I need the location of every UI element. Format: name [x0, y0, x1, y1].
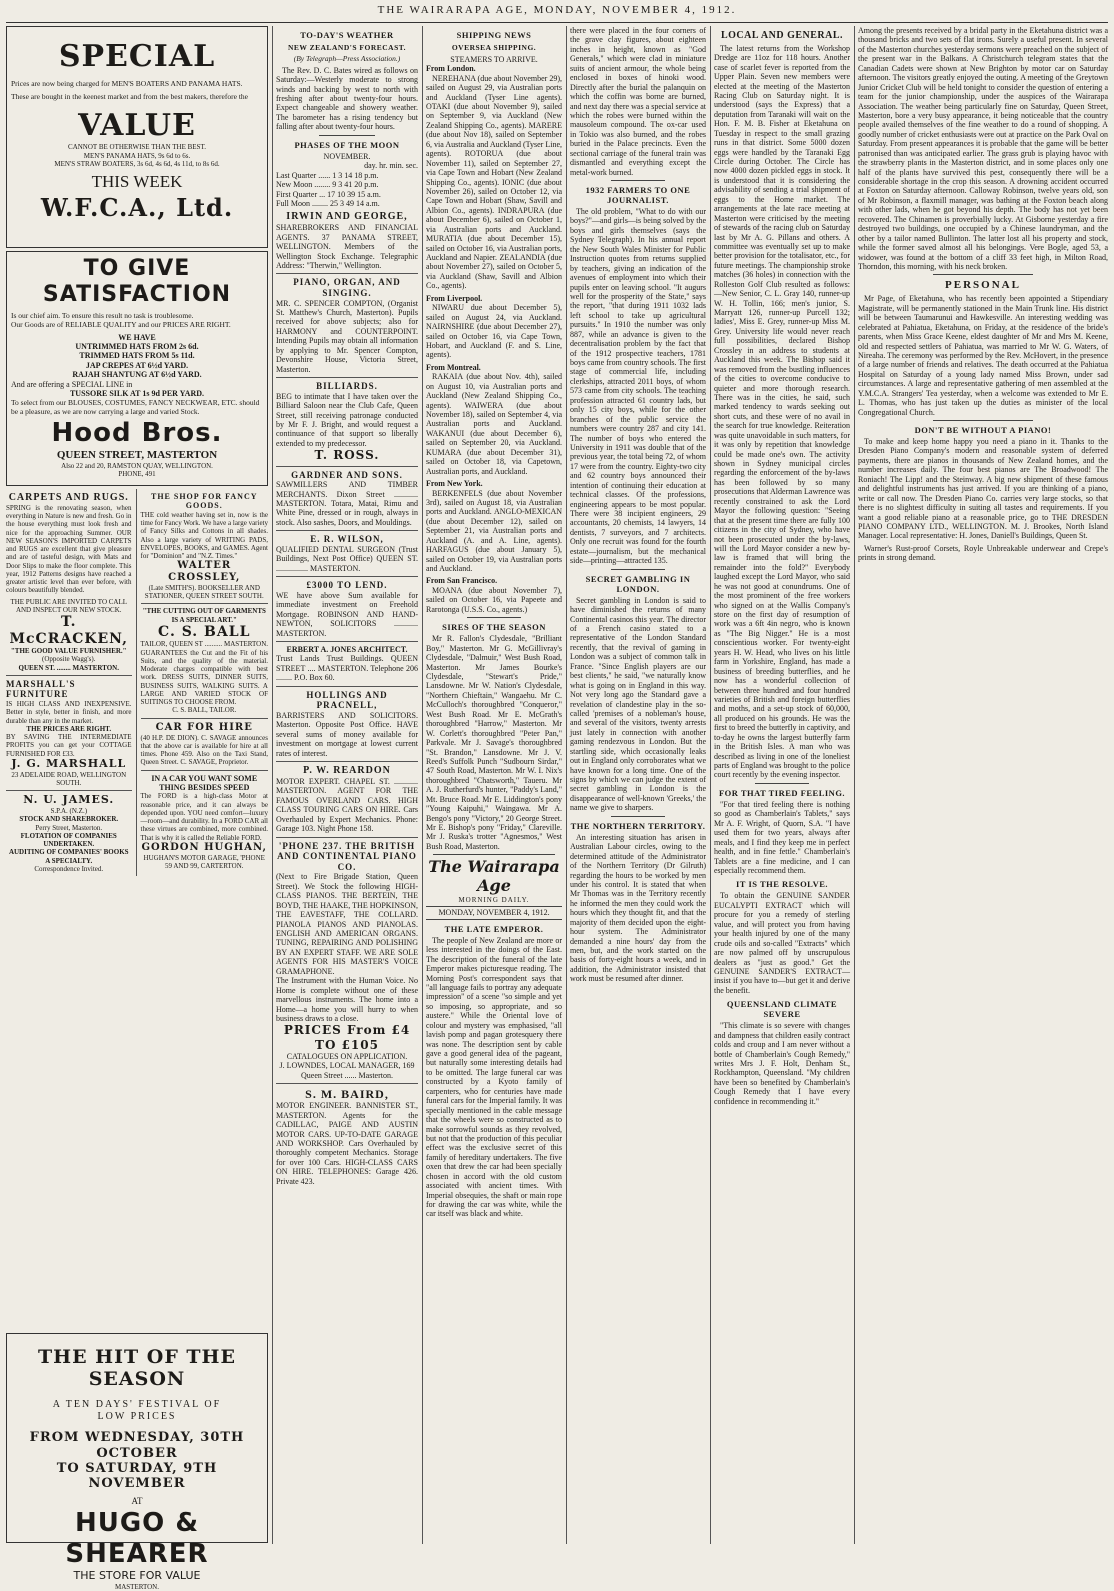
ad-hood-l8: And are offering a SPECIAL LINE in	[11, 379, 133, 389]
card-jones-title: ERBERT A. JONES ARCHITECT.	[286, 645, 408, 655]
card-wilson-title: E. R. WILSON,	[310, 534, 384, 545]
territory-heading: THE NORTHERN TERRITORY.	[570, 820, 706, 831]
local-body: The latest returns from the Workshop Dredge are 11oz for 118 hours. Another case of scarlet fever is reported from the Upper Plain. Seven new members were elected at the meeting of the Masterton Racing Club on Saturday night. It is understood (says the Express) that a deputation from Taranaki will wait on the Hon. F. M. B. Fisher at Eketahuna on Tuesday in respect to the small grazing runs in that district. Some 5000 dozen eggs were handled by the Taranaki Egg Circle during October. The Circle has now 4000 dozen pickled eggs in stock. It is understood that it is considering the advisability of sending a trial shipment of eggs to the Home market. The arrangements at the late race meeting at Masterton were criticised by the meeting of stewards of the racing club on Saturday last by Mr A. G. Pillans and others. A committee was eventually set up to make better provision for the totalisator, etc., for future meetings. The championship stroke matches (36 holes) in connection with the Rolleston Golf Club resulted as follows:—New Senior, C. L. Gray 140, runner-up W. H. Tollin, 166; men's junior, S. Marryatt 126, runner-up Purcell 132; ladies', Miss E. Grey, runner-up Miss M. Grey. University life would never reach full possibilities, declared Bishop Crossley in an address to students at Auckland this week. The Bishop said it was removed from the bustling influences of the cities to overcome conducive to quieter and more thorough research. There was in the cities, he said, such marked tendency to wards seeking out short cuts, and these were of no avail in the search for true knowledge. Reiteration was quite unavoidable in such matters, for it was only by repetition that knowledge could be made one's own. The activity shown in Sydney municipal circles regarding the enforcement of the by-laws has been followed by so many prosecutions that Alderman Lawrence was recently constrained to ask the Lord Mayor the following question: "Seeing that at the present time there are fully 100 citizens in the city of Sydney, who have not been prosecuted under the by-laws, will the Lord Mayor consider a new by-law is framed that will bring the remainder into the fold?" Everybody laughed except the Lord Mayor, who said he was not good at conundrums. One of the most prominent of the free workers who signed on at the Wallis Company's store on the first day of resumption of work was a 6ft 4in negro, who is known as "The Big Nigger." He is a most conscientious worker. For twenty-eight years H. W. Head, who lives on his little farm in Yorkshire, England, has made a business of breeding butterflies, and he now has a wonderful collection of between three hundred and four hundred varieties of British and foreign butterflies and moths, and a set-up stock of 60,000, all produced on his grounds. He was the first to breed the butterfly in captivity, and to-day he owns the largest butterfly farm in the British Isles. A man who was described as living in one of the loneliest parts of England was brought to the police court recently by the evening inspector.	[714, 43, 850, 780]
ad-fancy-goods	[141, 489, 269, 604]
ad-hughan-body: HUGHAN'S MOTOR GARAGE, 'PHONE 59 AND 99, CARTERTON.	[143, 853, 265, 870]
farmers-heading: 1932 FARMERS TO ONE JOURNALIST.	[585, 185, 691, 206]
ad-hit-l4: TO SATURDAY, 9TH NOVEMBER	[56, 1461, 218, 1492]
column-weather-cards	[276, 26, 418, 1546]
ad-special-body2: These are bought in the keenest market and from the best makers, therefore the	[11, 92, 248, 102]
column-personal	[858, 26, 1108, 1546]
ads-lower-area	[6, 489, 268, 876]
card-piano-lessons	[276, 274, 418, 378]
paper-title: The Wairarapa Age	[428, 857, 560, 896]
ad-carpets-public: THE PUBLIC ARE INVITED TO CALL AND INSPECT OUR NEW STOCK.	[10, 597, 128, 614]
ad-hood-phone: PHONE, 491	[118, 470, 156, 479]
masthead-rule	[6, 22, 1108, 23]
shipping-from-newyork: From New York.	[426, 479, 483, 489]
ad-james-firm: N. U. JAMES.	[23, 793, 115, 807]
weather-subheading: NEW ZEALAND'S FORECAST.	[287, 43, 407, 53]
paper-date: MONDAY, NOVEMBER 4, 1912.	[426, 906, 562, 919]
card-british-continental	[276, 838, 418, 1084]
queensland-heading: QUEENSLAND CLIMATE SEVERE	[726, 999, 838, 1020]
ad-ford-body: The FORD is a high-class Motor at reasonable price, and it can always be depended upon. YOU need comfort—luxury—room—and durability. In a FORD CAR all these virtues are combined, more combined. That is why it is called the Reliable FORD.	[140, 792, 268, 842]
ad-hood-addr: QUEEN STREET, MASTERTON	[56, 449, 218, 462]
card-gardner-title: GARDNER AND SONS.	[291, 469, 403, 480]
ad-carpets-opp: (Opposite Wagg's).	[42, 655, 96, 664]
card-hollings	[276, 687, 418, 762]
ad-hood-title: TO GIVE SATISFACTION	[42, 256, 232, 307]
column-shipping	[426, 26, 562, 1546]
card-gardner	[276, 467, 418, 532]
card-baird	[276, 1084, 418, 1189]
card-billiards	[276, 378, 418, 466]
card-baird-body: MOTOR ENGINEER. BANNISTER ST., MASTERTON. Agents for the CADILLAC, PAIGE AND AUSTIN MOTOR CARS. UP-TO-DATE GARAGE AND WORKSHOP. Cars Overhauled by thoroughly competent Mechanics. Storage for over 100 Cars. HIGH-CLASS CARS ON HIRE. TELEPHONES: Garage 426. Private 423.	[276, 1101, 418, 1186]
card-jones	[276, 642, 418, 687]
ad-ball-body: TAILOR, QUEEN ST .......... MASTERTON. GUARANTEES the Cut and the Fit of his Suits, and the quality of the material. Moderate charges compatible with best work. DRESS SUITS, DINNER SUITS, BUSINESS SUITS, WALKING SUITS. A LARGE AND VARIED STOCK OF SUITINGS TO CHOOSE FROM.	[140, 640, 268, 707]
ad-hit-l2: LOW PRICES	[97, 1410, 177, 1422]
ad-hit-title: THE HIT OF THE SEASON	[37, 1346, 236, 1391]
card-bcp-title: 'PHONE 237. THE BRITISH AND CONTINENTAL PIANO CO.	[277, 840, 417, 872]
card-irwin-body: SHAREBROKERS AND FINANCIAL AGENTS. 37 PANAMA STREET, WELLINGTON. Members of the Wellington Stock Exchange. Telegraphic Address: "Therwin," Wellington.	[276, 223, 418, 270]
card-bcp-body: (Next to Fire Brigade Station, Queen Street). We Stock the following HIGH-CLASS PIANOS. THE BERTEIN, THE BOYD, THE HAAKE, THE HOPKINSON, THE EAVESTAFF, THE COLLARD. PIANOLA PIANOS AND PIANOLAS. ENGLISH AND AMERICAN ORGANS. TUNING, REPAIRING AND POLISHING BY AN EXPERT STAFF. WE ARE SOLE AGENTS FOR HIS MASTER'S VOICE GRAMAPHONE.	[276, 872, 418, 976]
paper-subtitle: MORNING DAILY.	[458, 896, 530, 905]
card-reardon-body: MOTOR EXPERT. CHAPEL ST. ............ MASTERTON. AGENT FOR THE FAMOUS OVERLAND CARS. HIGH CLASS TOURING CARS ON HIRE. Cars Overhauled by Expert Mechanics. Phone: Garage 103. Night Phone 158.	[276, 776, 418, 834]
ad-james-l3: FLOTATION OF COMPANIES UNDERTAKEN.	[20, 831, 117, 849]
card-gram-body: The Instrument with the Human Voice. No Home is complete without one of these marvellous instruments. The home into a Home—a home you will hurry to when business draws to a close.	[276, 976, 418, 1023]
ads-lower-left	[6, 489, 132, 876]
queensland-body: "This climate is so severe with changes and dampness that children easily contract colds and croup and I am never without a bottle of Chamberlain's Cough Remedy," writes Mrs J. F. Holt, Denham St., Rockhampton, Queensland. "My children have been so benefited by Chamberlain's Cough Remedy that I have every confidence in recommending it."	[714, 1021, 850, 1106]
page-masthead: THE WAIRARAPA AGE, MONDAY, NOVEMBER 4, 1912.	[377, 4, 737, 16]
ad-special-week: THIS WEEK	[91, 172, 183, 192]
news-briefs: Among the presents received by a bridal party in the Eketahuna district was a thousand bricks and two sets of flat irons. Surely a useful present. In several of the Masterton churches yesterday sermons were preached on the subject of the present war in the Balkans. A Christchurch telegram states that the Canadian Cadets were shown at New Brighton by motor car on Saturday afternoon. The visitors greatly enjoyed the outing. A meeting of the Greytown Junior Cricket Club will be held tonight to consider the question of entering a team for the junior championship, under the auspices of the Wairarapa Association. The weather being particularly fine on Saturday, Queen Street, Masterton, bore a very busy appearance, it being noticeable that the country people availed themselves of the fine weather to do a round of shopping. A goodly number of cricket enthusiasts were out at practice on the Park Oval on Saturday. From present appearances it is probable that the game will be better patronised than was anticipated earlier. The grass grub is playing havoc with the strawberry plants in the Masterton district, and in some places only one half of the plants have survived this pest, consequently there will be a considerable shortage in the crop this season. A drowning accident occurred at Foxton on Saturday afternoon. Calloway Robinson, twelve years old, son of Mr Robinson, a flaxmill manager, was bathing at the Foxton beach along with other lads, when he got beyond his depth. The body has not yet been recovered. The Chinamen is proverbially lucky. At Gisborne yesterday a fire destroyed two buildings, one occupied by a Chinese laundryman, and the other by a tailor named Bullinton. The latter lost all his property and stock, while the former saved almost all his belongings. Vere Bogle, aged 53, a widower, was found at the bottom of a cliff 33 feet high, in Milton Road, Thorndon, this morning, with his neck broken.	[858, 26, 1108, 271]
card-irwin-title: IRWIN AND GEORGE,	[286, 211, 408, 223]
sires-heading: SIRES OF THE SEASON	[442, 622, 546, 633]
gambling-heading: SECRET GAMBLING IN LONDON.	[585, 573, 691, 594]
tired-heading: FOR THAT TIRED FEELING.	[718, 787, 846, 798]
ad-james-l2: Perry Street, Masterton.	[35, 823, 103, 832]
shipping-from-sanfrancisco: From San Francisco.	[426, 576, 498, 586]
card-billiards-title: BILLIARDS.	[316, 381, 378, 392]
ad-hood-l10: To select from our BLOUSES, COSTUMES, FANCY NECKWEAR, ETC. should be a pleasure, as we are now carrying a large and varied Stock.	[11, 397, 260, 416]
card-bcp-catalogue: CATALOGUES ON APPLICATION.	[286, 1051, 408, 1061]
card-bcp-prices: PRICES From £4 TO £105	[283, 1023, 411, 1052]
moon-row-3: First Quarter ... 17 10 39 15 a.m.	[276, 189, 381, 199]
ad-hood-l4: UNTRIMMED HATS FROM 2s 6d.	[75, 342, 199, 352]
ad-james-l5: Correspondence Invited.	[34, 864, 104, 873]
card-wilson-body: QUALIFIED DENTAL SURGEON (Trust Buildings, Next Post Office) QUEEN ST. ................ MASTERTON.	[276, 544, 418, 573]
ad-hit-firm: HUGO & SHEARER	[65, 1508, 209, 1569]
gambling-body: Secret gambling in London is said to have diminished the returns of many Continental casinos this year. The director of a French casino stated to a representative of the London Standard recently, that the revival of gaming in London was a subject of common talk in France. "Since English players are our best clients," he said, "we naturally know what is going on in England in this way. Not very long ago the Standard gave a revelation of clandestine play in the so-called 'premises of a nobleman's house, and several of the visitors, twenty arrests just lately in connection with another gaming rendezvous in London. But the startling side, which occasionally leaks out in England only corroborates what we have known for a long time. One of the signs by which we can judge the extent of secret gambling in London is the disappearance of well-known 'Greeks,' the name we give to sharpers.	[570, 595, 706, 813]
emperor-body: The people of New Zealand are more or less interested in the doings of the East. The description of the funeral of the late Emperor makes picturesque reading. The Morning Post's correspondent says that "all language fails to portray any adequate impression" of a scene "so simple and yet so imposing, so appropriate, and so austere." While the Oriental love of colour and mystery was emphasised, "all lavish pomp and pagan grotesquery there was none. The description sent by cable gave a good general idea of the pageant, but naturally some interesting details had to be omitted. The large funeral car was constructed by a Kyoto family of carpenters, who for centuries have made funeral cars for the Imperial family. It was specially mentioned in the cable message that the wheels were so constructed as to make sorrowful sounds as they revolved, but not that the production of this peculiar effect was the exclusive secret of this family of hereditary undertakers. The five oxen that drew the car had been specially chosen in accord with the old custom associated with ancient times. With Imperial obsequies, the shaft or main rope for drawing the car was white, while the car itself was black and white.	[426, 935, 562, 1219]
ad-ball	[141, 604, 269, 718]
shipping-heading: SHIPPING NEWS	[456, 30, 532, 40]
rule-personal	[933, 274, 1033, 275]
ad-hit-town: MASTERTON.	[115, 1582, 159, 1591]
ad-ball-firm: C. S. BALL	[158, 623, 251, 640]
shipping-liverpool-body: NIWARU due about December 5), sailed on August 24, via Auckland. NAIRNSHIRE (due about December 27), sailed on October 16, via Cape Town, Hobart, and Auckland (F. and S. Line, agents).	[426, 303, 562, 360]
ad-james-l1: STOCK AND SHAREBROKER.	[19, 815, 119, 824]
rule-farmers	[611, 180, 665, 181]
shipping-london-body: NEREHANA (due about November 29), sailed on August 29, via Australian ports and Auckland (Tyser Line agents). OTAKI (due about November 9), sailed on September 9, via Auckland (New Zealand Shipping Co., agents). MARERE (due about Nov 18), sailed on September 6, via Australia and Auckland (Tyser Line, agents). ROTORUA (due about November 11), sailed on September 27, via Cape Town and Hobart (New Zealand Shipping Co., agents). IONIC (due about November 26), sailed on October 12, via Cape Town and Hobart (Shaw, Savill and Albion Co., agents). INDRAPURA (due about December 6), sailed on October 1, via Australian ports and Auckland. MURATIA (due about December 15), sailed on October 16, via Australian ports, Auckland and Napier. ZEALANDIA (due about November 27), sailed on October 5, via Auckland (Shaw, Savill and Albion Co., agents).	[426, 73, 562, 291]
card-wilson	[276, 531, 418, 577]
card-bcp-manager: J. LOWNDES, LOCAL MANAGER, 169 Queen Street ...... Masterton.	[279, 1061, 415, 1080]
rule-tired	[755, 783, 809, 784]
column-articles	[570, 26, 706, 1546]
emperor-heading: THE LATE EMPEROR.	[444, 923, 544, 934]
ad-special-title: SPECIAL	[58, 39, 216, 74]
ad-hit-l3: FROM WEDNESDAY, 30TH OCTOBER	[29, 1430, 245, 1461]
card-hollings-body: BARRISTERS AND SOLICITORS. Masterton. Opposite Post Office. HAVE several sums of money available for investment on mortgage at lowest current rates of interest.	[276, 710, 418, 758]
column-advertisements	[6, 26, 268, 1591]
card-gardner-body: SAWMILLERS AND TIMBER MERCHANTS. Dixon Street ............ MASTERTON. Totara, Matai, Rimu and White Pine, dressed or in rough, always in stock. Also sashes, Doors, and Mouldings.	[276, 480, 418, 527]
ad-special-prices2: MEN'S STRAW BOATERS, 3s 6d, 4s 6d, 4s 11d, to 8s 6d.	[54, 159, 220, 168]
column-rule-1	[272, 26, 273, 1544]
ad-special-body: Prices are now being charged for MEN'S BOATERS AND PANAMA HATS.	[11, 79, 243, 89]
column-rule-2	[422, 26, 423, 1544]
ad-marshall-addr: 23 ADELAIDE ROAD, WELLINGTON SOUTH.	[11, 770, 127, 788]
ad-ford-title: IN A CAR YOU WANT SOME THING BESIDES SPEED	[151, 773, 258, 792]
weather-byline: (By Telegraph—Press Association.)	[293, 53, 401, 63]
ad-special	[6, 26, 268, 248]
rule-piano	[933, 420, 1033, 421]
ad-hood-l9: TUSSORE SILK AT 1s 9d PER YARD.	[69, 389, 205, 399]
card-lend-title: £3000 TO LEND.	[306, 580, 388, 591]
card-billiards-sign: T. ROSS.	[314, 448, 380, 463]
shipping-subheading-2: STEAMERS TO ARRIVE.	[450, 54, 538, 64]
ad-marshall-right: THE PRICES ARE RIGHT.	[26, 724, 112, 733]
ad-marshall-title: MARSHALL'S FURNITURE	[6, 678, 76, 700]
ad-hood-addr2: Also 22 and 20, RAMSTON QUAY, WELLINGTON.	[61, 461, 213, 470]
ad-marshall-firm: J. G. MARSHALL	[11, 756, 127, 770]
ad-hood-firm: Hood Bros.	[51, 418, 223, 449]
column-rule-5	[854, 26, 855, 1544]
ad-hood-l7: RAJAH SHANTUNG AT 6½d YARD.	[72, 370, 202, 380]
ad-ball-sign: C. S. BALL, TAILOR.	[172, 706, 237, 715]
local-heading: LOCAL AND GENERAL.	[720, 30, 844, 41]
ad-james-l4: AUDITING OF COMPANIES' BOOKS A SPECIALTY.	[8, 848, 129, 865]
shipping-montreal-body: RAKAIA (due about Nov. 4th), sailed on August 10, via Australian ports and Auckland (New Zealand Shipping Co., agents). WAIWERA (due about November 18), sailed on September 4, via Australian ports and Auckland. WAKANUI (due about December 6), sailed on September 20, via Auckland. KUMARA (due about December 31), sailed on October 18, via Capetown, Australian ports, and Auckland.	[426, 372, 562, 476]
moon-row-2: New Moon ........ 9 3 41 20 p.m.	[276, 180, 379, 190]
ad-ball-cut: "THE CUTTING OUT OF GARMENTS IS A SPECIAL ART."	[142, 607, 266, 624]
ad-carpets-body: SPRING is the renovating season, when everything in Nature is new and fresh. Go in the house everything must look fresh and nice for the approaching Summer. OUR NEW SEASON'S IMPORTED CARPETS and RUGS are excellent that give pleasure and are of tasteful design, with Mats and Door Slips to make the floor complete. This year, 1912 Patterns designs have reached a greater artistic level than ever before, with colours beautifully blended.	[6, 503, 132, 595]
sires-body: Mr R. Fallon's Clydesdale, "Brilliant Boy," Masterton. Mr G. McGillivray's Clydesdale, "Dalmuir," West Bush Road, Masterton. Mr James Bourke's Clydesdale, "Stewart's Pride," Lansdowne. Mr W. Nation's Clydesdale, "Northern Chieftain," Wangaehu. Mr C. McCulloch's thoroughbred "Conqueror," West Bush Road. Mr E. McGrath's thoroughbred "Harrow," Masterton. Mr W. Corlett's thoroughbred "Peter Pan," Parkvale. Mr J. Savage's thoroughbred "St. Brandon," Lansdowne. Mr J. V. Reed's Suffolk Punch "Sudbourn Sirdar," 47 South Road, Masterton. Mr W. I. Nix's thoroughbred "Chatsworth," Taueru. Mr A. J. Rutherfurd's hunter, "Paddy's Land," Mt. Bruce Road. Mr E. Liddington's pony "Young Kaipuhi," Waingawa. Mr A. Bengo's pony "Victory," 20 George Street. Mr E. Bishop's pony "Friday," Clareville. Mr J. Ruska's trotter "Agnesmos," West Bush Road, Masterton.	[426, 634, 562, 851]
personal-heading: PERSONAL	[945, 279, 1021, 292]
ad-ford	[141, 771, 269, 874]
ad-hit-motto: THE STORE FOR VALUE	[73, 1568, 201, 1582]
rule-title	[433, 854, 555, 855]
ad-marshall	[6, 676, 132, 791]
ad-james	[6, 791, 132, 876]
card-irwin	[276, 208, 418, 274]
weather-body: The Rev. D. C. Bates wired as follows on Saturday:—Westerly moderate to strong winds and backing by west to north with freshing after about twenty-four hours. Expect changeable and showery weather. The barometer has a rising tendency but falling after about twenty-four hours.	[276, 65, 418, 132]
piano-ad-heading: DON'T BE WITHOUT A PIANO!	[914, 425, 1052, 436]
piano-ad-body: To make and keep home happy you need a piano in it. Thanks to the Dresden Piano Company's modern and reasonable system of deferred payments, there are pianos in thousands of New Zealand homes, and the number increases daily. The four best pianos are The Broadwood! The Roniach! The Lipp! and the Steinway. A big new shipment of these famous and delightful instruments has just arrived. If you are thinking of a piano, write or call now. The Dresden Piano Co. carries very large stocks, so that there is no slightest difficulty in suiting all tastes and requirements. If you want a good reliable piano at a reasonable price, go to THE DRESDEN PIANO COMPANY LTD., WELLINGTON. M. J. Brookes, North Island Manager. Local representative: H. Jones, Daniell's Buildings, Queen St.	[858, 437, 1108, 541]
ad-hood-l2: Our Goods are of RELIABLE QUALITY and our PRICES ARE RIGHT.	[11, 319, 231, 329]
column-rule-4	[710, 26, 711, 1544]
ad-carpets-addr: QUEEN ST. ........ MASTERTON.	[18, 663, 119, 672]
ads-lower-right	[141, 489, 269, 876]
ad-car-hire	[141, 719, 269, 771]
card-lend	[276, 577, 418, 642]
ad-crossley-body: (Late SMITH'S). BOOKSELLER AND STATIONER, QUEEN STREET SOUTH.	[144, 583, 264, 601]
ad-special-prices1: MEN'S PANAMA HATS, 9s 6d to 6s.	[83, 151, 191, 160]
tired-body: "For that tired feeling there is nothing so good as Chamberlain's Tablets," says Mr A. F. Wright, of Quorn, S.A. "I have used them for two years, always after meals, and I find they keep me in perfect health, and in fine fettle." Chamberlain's Tablets are a fine medicine, and I can especially recommend them.	[714, 799, 850, 875]
rule-moon	[319, 135, 376, 136]
personal-body: Mr Page, of Eketahuna, who has recently been appointed a Stipendiary Magistrate, will be permanently stationed in the Main Trunk line. His district will be between Taumarunui and Hawkesville. An interesting wedding was celebrated at Pahiatua, Eketahuna, on Friday, at the residence of the bride's parents, when Miss Grace Keene, eldest daughter of Mr and Mrs M. Keene, old and respected settlers of Pahiatua, was married to Mr W. G. Waters, of Nireaha. The ceremony was performed by the Rev. McHovert, in the presence of a large number of friends and relatives. The death occurred at the Pahiatua Hospital on Saturday of a young lady named Miss Brown, under sad circumstances. A large and representative gathering of men assembled at the Y.M.C.A. Strangers' Tea yesterday, when a welcome was extended to Mr E. L. Thomas, who has just taken up the duties as minister of the local Congregational Church.	[858, 294, 1108, 417]
ad-hood-l1: Is our chief aim. To ensure this result no task is troublesome.	[11, 310, 194, 320]
ad-hood-bros	[6, 251, 268, 486]
ad-special-cannot: CANNOT BE OTHERWISE THAN THE BEST.	[68, 143, 206, 152]
ad-hit-l1: A TEN DAYS' FESTIVAL OF	[52, 1398, 222, 1410]
ad-marshall-body: IS HIGH CLASS AND INEXPENSIVE. Better in style, better in finish, and more durable than any in the market.	[6, 700, 132, 725]
shipping-from-london: From London.	[426, 64, 476, 74]
ad-fancy-title: THE SHOP FOR FANCY GOODS.	[150, 492, 258, 511]
moon-row-4: Full Moon ........ 25 3 49 14 a.m.	[276, 198, 380, 208]
ad-special-value: VALUE	[78, 108, 196, 144]
weather-heading: TO-DAY'S WEATHER	[300, 30, 394, 40]
farmers-body: The old problem, "What to do with our boys?"—and girls—is being solved by the boys and girls themselves (says the Sydney Telegraph). In his annual report the New South Wales Minister for Public Instruction quotes from returns supplied by teachers, giving an indication of the avenues of employment into which their pupils enter on leaving school. "It augurs well for the prosperity of the State," says the report, "that during 1911 1032 lads left school to take up agricultural pursuits." In 1910 the number was only 887, while an advance is given to the decentralisation problem by the fact that of the 1912 prospective teachers, 1781 boys came from country schools. The first stage of commercial life, including clerkships, attracted 2011 boys, of whom 573 came from city schools. The teaching profession attracted 61 country lads, but only 15 city boys, while for the other branches of the public service the numbers were country 287 and city 141. The number of boys who entered the University in 1911 was double that of the previous year, the total being 72, of whom 17 were from the country. Eighty-two city and 62 country boys announced their intention of continuing their education at technical classes. Of the professions, engineering appears to be most popular. There were 38 incipient engineers, 29 accountants, 20 chemists, 14 lawyers, 14 dentists, 7 surveyors, and 7 architects. Only one recruit was found for the fourth estate—journalism, but the mechanical side—printing—attracted 135.	[570, 207, 706, 566]
card-piano-body: MR. C. SPENCER COMPTON, (Organist St. Matthew's Church, Masterton). Pupils received for above subjects; also for HARMONY and COUNTERPOINT. Intending Pupils may obtain all information by applying to Mr. Spencer Compton, Devonshire House, Victoria Street, Masterton.	[276, 298, 418, 374]
shipping-subheading: OVERSEA SHIPPING.	[451, 43, 537, 53]
ad-crossley-firm: WALTER CROSSLEY,	[168, 560, 241, 584]
rule-territory	[611, 816, 665, 817]
card-jones-body: Trust Lands Trust Buildings. QUEEN STREET .... MASTERTON. Telephone 206 ........ P.O. Box 60.	[276, 654, 418, 683]
ad-marshall-save: BY SAVING THE INTERMEDIATE PROFITS you can get your COTTAGE FURNISHED FOR £33.	[6, 733, 132, 758]
ad-james-sub: S.P.A. (N.Z.)	[50, 807, 88, 816]
moon-columns: day. hr. min. sec.	[364, 161, 418, 171]
ad-hood-l6: JAP CREPES AT 6½d YARD.	[85, 360, 189, 370]
ad-car-body: (40 H.P. DE DION). C. SAVAGE announces that the above car is available for hire at all times. Phone 459. Also on the Taxi Stand, Queen Street. C. SAVAGE, Proprietor.	[140, 733, 268, 767]
card-billiards-body: BEG to intimate that I have taken over the Billiard Saloon near the Club Cafe, Queen Street, still receiving patronage conducted by Mr F. J. Bright, and would request a continuance of that support so liberally extended to my predecessor.	[276, 391, 418, 448]
ad-carpets	[6, 489, 132, 676]
ad-hood-l5: TRIMMED HATS FROM 5s 11d.	[79, 351, 195, 361]
ad-hit-of-season	[6, 1333, 268, 1591]
rule-sires	[467, 617, 521, 618]
card-reardon-title: P. W. REARDON	[303, 765, 391, 777]
resolve-heading: IT IS THE RESOLVE.	[736, 879, 828, 890]
shipping-sanfrancisco-body: MOANA (due about November 7), sailed on October 16, via Papeete and Rarotonga (U.S.S. Co., agents.)	[426, 585, 562, 614]
ad-special-firm: W.F.C.A., Ltd.	[40, 193, 234, 223]
card-lend-body: WE have above Sum available for immediate investment on Freehold Mortgage. ROBINSON AND HAND-NEWTON, SOLICITORS ............ MASTERTON.	[276, 590, 418, 638]
ad-hughan-firm: GORDON HUGHAN,	[141, 841, 267, 853]
ad-fancy-body: THE cold weather having set in, now is the time for Fancy Work. We have a large variety of Fancy Silks and Cottons in all shades. Also a large variety of WRITING PADS, ENVELOPES, BOOKS, and GAMES. Agent for "Dominion" and "N.Z. Times."	[140, 510, 268, 561]
ad-carpets-firm: T. McCRACKEN,	[9, 614, 128, 647]
shipping-from-montreal: From Montreal.	[426, 362, 481, 372]
shipping-from-liverpool: From Liverpool.	[426, 293, 483, 303]
column-rule-3	[566, 26, 567, 1544]
moon-heading: PHASES OF THE MOON	[294, 139, 400, 150]
emperor-continued: there were placed in the four corners of the grave clay figures, about eighteen inches in height, known as "God Generals," which were clad in miniature suits of ancient armour, the whole being enclosed in boxes of hinoki wood. Directly after the burial the palanquin on which the coffin was borne are burned, and next day there was a special service at which the robes were burned within the mausoleum compound. The ox-car used in Tokio was also burned, and the robes buried in the Palace precincts. Even the sectional carriage of the funeral train was dismantled and everything except the metal-work burned.	[570, 26, 706, 177]
ad-carpets-title: CARPETS AND RUGS.	[8, 492, 129, 503]
ad-car-title: CAR FOR HIRE	[155, 721, 253, 733]
resolve-body: To obtain the GENUINE SANDER EUCALYPTI EXTRACT which will procure for you a remedy of sterling value, and will protect you from having your health injured by one of the many crude oils and so-called "Extracts" which are now palmed off by unscrupulous dealers as "just as good." Get the GENUINE SANDER'S EXTRACT—insist if you have to—but get it and derive the benefit.	[714, 891, 850, 995]
card-reardon	[276, 762, 418, 837]
moon-month: NOVEMBER.	[323, 151, 371, 161]
card-baird-title: S. M. BAIRD,	[305, 1087, 389, 1102]
ad-carpets-motto: "THE GOOD VALUE FURNISHER."	[10, 647, 127, 656]
rule-gambling	[611, 569, 665, 570]
ad-hit-l5: AT	[131, 1495, 143, 1506]
card-hollings-title: HOLLINGS AND PRACNELL,	[306, 689, 388, 711]
card-piano-title: PIANO, ORGAN, AND SINGING.	[293, 277, 401, 298]
ad-hood-l3: WE HAVE	[118, 332, 156, 342]
moon-row-1: Last Quarter ...... 1 3 14 18 p.m.	[276, 170, 379, 180]
shipping-newyork-body: BERKENFELS (due about November 3rd), sailed on August 18, via Australian ports and Auckland. ANGLO-MEXICAN (due about December 12), sailed on September 21, via Australian ports and Auckland (A. and A. Line, agents). HARFAGUS (due about January 5), sailed on October 19, via Australian ports and Auckland.	[426, 488, 562, 574]
territory-body: An interesting situation has arisen in Australian Labour circles, owing to the determined attitude of the Administrator of the Northern Territory (Dr Gilruth) regarding the hours to be worked by men under his control. It is stated that when Mr Thomas was in the Territory recently he informed the men they could work the hours which they thought fit, and that the majority of them decided upon the eight-hour system. The Administrator demanded a nine hours' day from the men, but, and the work started on the basis of forty-eight hours a week, and in addition, the Administrator insisted that work must be resumed after dinner.	[570, 832, 706, 984]
column-local-general	[714, 26, 850, 1546]
warner-ad: Warner's Rust-proof Corsets, Royle Unbreakable underwear and Crepe's prints in strong demand.	[858, 543, 1108, 563]
ads-divider	[136, 489, 137, 876]
